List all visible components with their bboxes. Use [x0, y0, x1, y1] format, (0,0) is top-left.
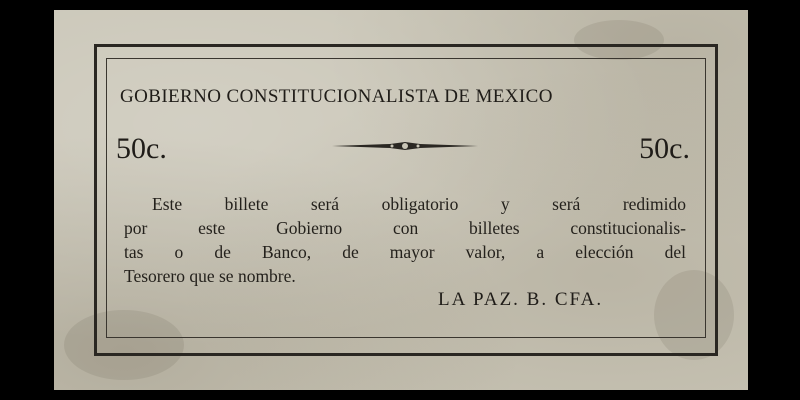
ornament-divider [330, 135, 480, 157]
banknote [54, 10, 748, 390]
body-text-line: Este billete será obligatorio y será redimido [152, 194, 686, 214]
body-text-line: por este Gobierno con billetes constitucionalis- [124, 218, 686, 238]
body-text-line: Tesorero que se nombre. [124, 266, 296, 286]
body-text-line: tas o de Banco, de mayor valor, a elección del [124, 242, 686, 262]
denomination-left: 50c. [116, 132, 167, 165]
denomination-right: 50c. [639, 132, 690, 165]
issue-place: LA PAZ. B. CFA. [438, 289, 604, 310]
note-title: GOBIERNO CONSTITUCIONALISTA DE MEXICO [120, 86, 553, 107]
